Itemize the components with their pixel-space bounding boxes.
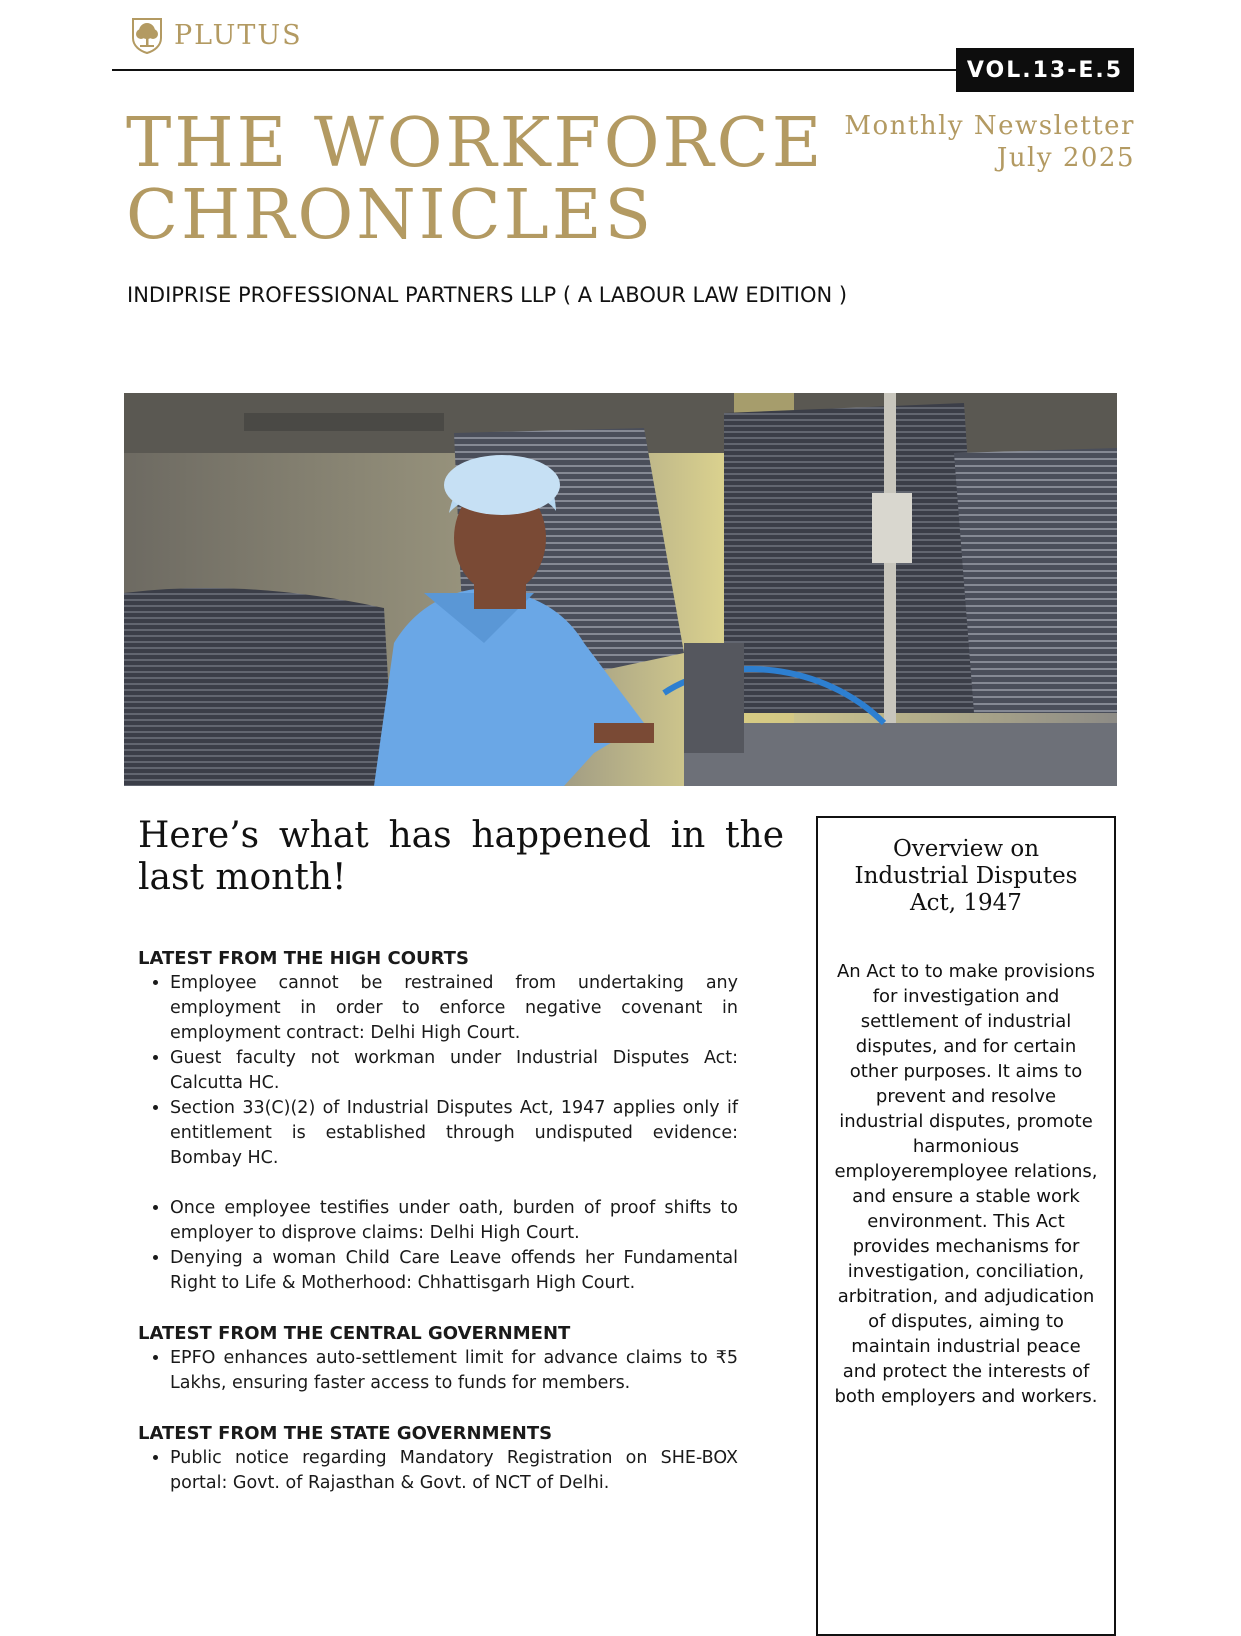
overview-title-line: Overview on [892, 836, 1040, 862]
issue-info [844, 110, 1135, 174]
list-item: • Once employee testifies under oath, burden of proof shifts to employer to disprove claims: Delhi High Court. [170, 1196, 738, 1246]
list-item: • EPFO enhances auto-settlement limit for advance claims to ₹5 Lakhs, ensuring faster access to funds for members. [170, 1346, 738, 1396]
high-courts-list [138, 971, 738, 1171]
brand-name: PLUTUS [174, 19, 303, 51]
list-item: • Section 33(C)(2) of Industrial Disputes Act, 1947 applies only if entitlement is established through undisputed evidence: Bombay HC. [170, 1096, 738, 1171]
main-heading: Here’s what has happened in the last month! [138, 815, 784, 898]
central-government-list [138, 1346, 738, 1396]
brand-logo [130, 16, 303, 54]
overview-body: An Act to to make provisions for investigation and settlement of industrial disputes, and for certain other purposes. It aims to prevent and resolve industrial disputes, promote harmonious employeremployee relations, and ensure a stable work environment. This Act provides mechanisms for investigation, conciliation, arbitration, and adjudication of disputes, aiming to maintain industrial peace and protect the interests of both employers and workers. [834, 961, 1098, 1407]
section-heading-state-governments: LATEST FROM THE STATE GOVERNMENTS [138, 1423, 553, 1444]
issue-badge: VOL.13-E.5 [956, 48, 1134, 92]
newsletter-title [126, 104, 825, 255]
spacer [138, 1171, 738, 1196]
overview-title-line: Industrial Disputes [854, 863, 1078, 889]
list-item: • Denying a woman Child Care Leave offends her Fundamental Right to Life & Motherhood: Chhattisgarh High Court. [170, 1246, 738, 1296]
list-item: • Public notice regarding Mandatory Registration on SHE-BOX portal: Govt. of Rajasthan & Govt. of NCT of Delhi. [170, 1446, 738, 1496]
publisher-subtitle: INDIPRISE PROFESSIONAL PARTNERS LLP ( A LABOUR LAW EDITION ) [127, 283, 848, 307]
factory-worker-illustration [124, 393, 1117, 786]
list-item: • Guest faculty not workman under Industrial Disputes Act: Calcutta HC. [170, 1046, 738, 1096]
spacer [138, 1296, 738, 1321]
news-column [138, 946, 738, 1496]
hero-photo [124, 393, 1117, 786]
title-line: CHRONICLES [126, 176, 655, 255]
high-courts-list-continued [138, 1196, 738, 1296]
section-heading-central-government: LATEST FROM THE CENTRAL GOVERNMENT [138, 1323, 571, 1344]
section-heading-high-courts: LATEST FROM THE HIGH COURTS [138, 948, 469, 969]
header-rule [112, 69, 960, 71]
tree-shield-icon [130, 16, 164, 54]
title-line: THE WORKFORCE [126, 104, 825, 183]
issue-type: Monthly Newsletter [844, 111, 1135, 141]
spacer [138, 1396, 738, 1421]
overview-title-line: Act, 1947 [910, 890, 1022, 916]
overview-title [818, 836, 1114, 917]
overview-box [816, 816, 1116, 1636]
issue-date: July 2025 [996, 143, 1135, 173]
state-governments-list [138, 1446, 738, 1496]
list-item: • Employee cannot be restrained from undertaking any employment in order to enforce negative covenant in employment contract: Delhi High Court. [170, 971, 738, 1046]
